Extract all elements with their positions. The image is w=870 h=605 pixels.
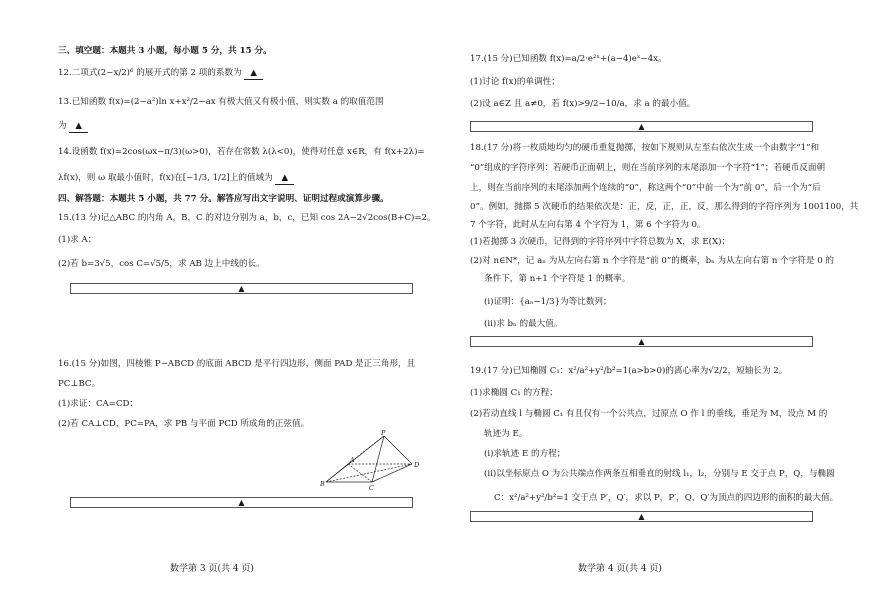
answer-bar-18 xyxy=(470,336,813,347)
question-16-line1: 16.(15 分)如图，四棱锥 P−ABCD 的底面 ABCD 是平行四边形，侧面 PAD 是正三角形，且 xyxy=(58,359,416,369)
answer-bar-19 xyxy=(470,511,813,522)
question-17-part2: (2)设 a∈Z 且 a≠0，若 f(x)>9/2−10/a，求 a 的最小值。 xyxy=(470,99,696,109)
label-P: P xyxy=(381,430,386,437)
answer-marker: ▲ xyxy=(238,498,245,507)
section3-header: 三、填空题：本题共 3 小题，每小题 5 分，共 15 分。 xyxy=(58,46,272,56)
question-19-sub2-line1: (ii)以坐标原点 O 为公共端点作两条互相垂直的射线 l₁，l₂，分别与 E 交于点 P，Q，与椭圆 xyxy=(484,469,835,479)
question-14-line1: 14.设函数 f(x)=2cos(ωx−π/3)(ω>0)，若存在常数 λ(λ<0)，使得对任意 x∈R，有 f(x+2λ)= xyxy=(58,147,425,157)
question-18-line5: 7 个字符，此时从左向右第 4 个字符为 1，第 6 个字符为 0。 xyxy=(470,220,706,230)
answer-bar-17 xyxy=(470,121,813,132)
label-D: D xyxy=(414,461,420,469)
question-15-part2: (2)若 b=3√5，cos C=√5/5，求 AB 边上中线的长。 xyxy=(58,259,265,269)
question-18-sub1: (i)证明：{aₙ−1/3}为等比数列； xyxy=(484,297,612,307)
answer-marker: ▲ xyxy=(238,284,245,293)
answer-bar-15 xyxy=(70,283,413,294)
question-18-line2: “0”组成的字符序列：若硬币正面朝上，则在当前序列的末尾添加一个字符“1”；若硬币反面朝 xyxy=(470,163,826,173)
question-16-part1: (1)求证：CA=CD； xyxy=(58,399,138,409)
question-19-part2-line1: (2)若动直线 l 与椭圆 C₁ 有且仅有一个公共点，过原点 O 作 l 的垂线，垂足为 M，设点 M 的 xyxy=(470,409,828,419)
question-14-line2 xyxy=(58,172,294,185)
answer-blank: ▲ xyxy=(275,172,294,185)
pyramid-figure xyxy=(320,430,420,492)
question-15-line1: 15.(13 分)记△ABC 的内角 A，B，C 的对边分别为 a，b，c，已知 cos 2A−2√2cos(B+C)=2。 xyxy=(58,213,436,223)
question-14-text: λf(x)，则 ω 取最小值时，f(x)在[−1/3, 1/2]上的值域为 xyxy=(58,173,273,183)
answer-marker: ▲ xyxy=(638,337,645,346)
question-16-part2: (2)若 CA⊥CD，PC=PA，求 PB 与平面 PCD 所成角的正弦值。 xyxy=(58,419,310,429)
question-13-text: 为 xyxy=(58,121,67,131)
question-18-line4: 0”。例如，抛掷 5 次硬币的结果依次是：正，反，正，正，反，那么得到的字符序列为 1001100，共 xyxy=(470,202,859,212)
question-19-part1: (1)求椭圆 C₁ 的方程； xyxy=(470,388,558,398)
question-18-part1: (1)若抛掷 3 次硬币，记得到的字符序列中字符总数为 X，求 E(X)； xyxy=(470,237,731,247)
answer-blank: ▲ xyxy=(69,120,88,133)
answer-marker: ▲ xyxy=(638,122,645,131)
answer-blank: ▲ xyxy=(244,67,263,80)
question-17-line1: 17.(15 分)已知函数 f(x)=a/2·e²ˣ+(a−4)eˣ−4x。 xyxy=(470,54,667,64)
section4-header: 四、解答题：本题共 5 小题，共 77 分。解答应写出文字说明、证明过程或演算步骤。 xyxy=(58,194,389,204)
question-19-part2-line2: 轨迹为 E。 xyxy=(484,429,528,439)
label-B: B xyxy=(320,480,325,488)
question-18-sub2: (ii)求 bₙ 的最大值。 xyxy=(484,319,563,329)
question-16-line2: PC⊥BC。 xyxy=(58,379,101,389)
question-19-line1: 19.(17 分)已知椭圆 C₁：x²/a²+y²/b²=1(a>b>0)的离心率为√2/2，短轴长为 2。 xyxy=(470,366,788,376)
question-19-sub2-line2: C：x²/a²+y²/b²=1 交于点 P′，Q′，求以 P，P′，Q，Q′为顶点的四边形的面积的最大值。 xyxy=(494,493,839,503)
question-12 xyxy=(58,67,263,80)
page-footer-left: 数学第 3 页(共 4 页) xyxy=(170,564,254,574)
question-12-text: 12.二项式(2−x/2)⁶ 的展开式的第 2 项的系数为 xyxy=(58,68,242,78)
question-18-part2-line1: (2)对 n∈N*，记 aₙ 为从左向右第 n 个字符是“前 0”的概率，bₙ 为从左向右第 n 个字符是 0 的 xyxy=(470,256,835,266)
question-18-line3: 上，则在当前序列的末尾添加两个连续的“0”，称这两个“0”中前一个为“前 0”，后一个为“后 xyxy=(470,183,821,193)
question-19-sub1: (i)求轨迹 E 的方程； xyxy=(484,449,566,459)
question-18-part2-line2: 条件下，第 n+1 个字符是 1 的概率。 xyxy=(484,274,631,284)
label-C: C xyxy=(369,484,374,492)
page-footer-right: 数学第 4 页(共 4 页) xyxy=(578,564,662,574)
label-A: A xyxy=(350,456,355,464)
question-15-part1: (1)求 A； xyxy=(58,235,97,245)
question-18-line1: 18.(17 分)将一枚质地均匀的硬币重复抛掷，按如下规则从左至右依次生成一个由数字“1”和 xyxy=(470,143,820,153)
question-13-line1: 13.已知函数 f(x)=(2−a²)ln x+x²/2−ax 有极大值又有极小值，则实数 a 的取值范围 xyxy=(58,97,384,107)
answer-marker: ▲ xyxy=(638,512,645,521)
question-13-line2 xyxy=(58,120,88,133)
question-17-part1: (1)讨论 f(x)的单调性； xyxy=(470,77,560,87)
answer-bar-16 xyxy=(70,497,413,508)
